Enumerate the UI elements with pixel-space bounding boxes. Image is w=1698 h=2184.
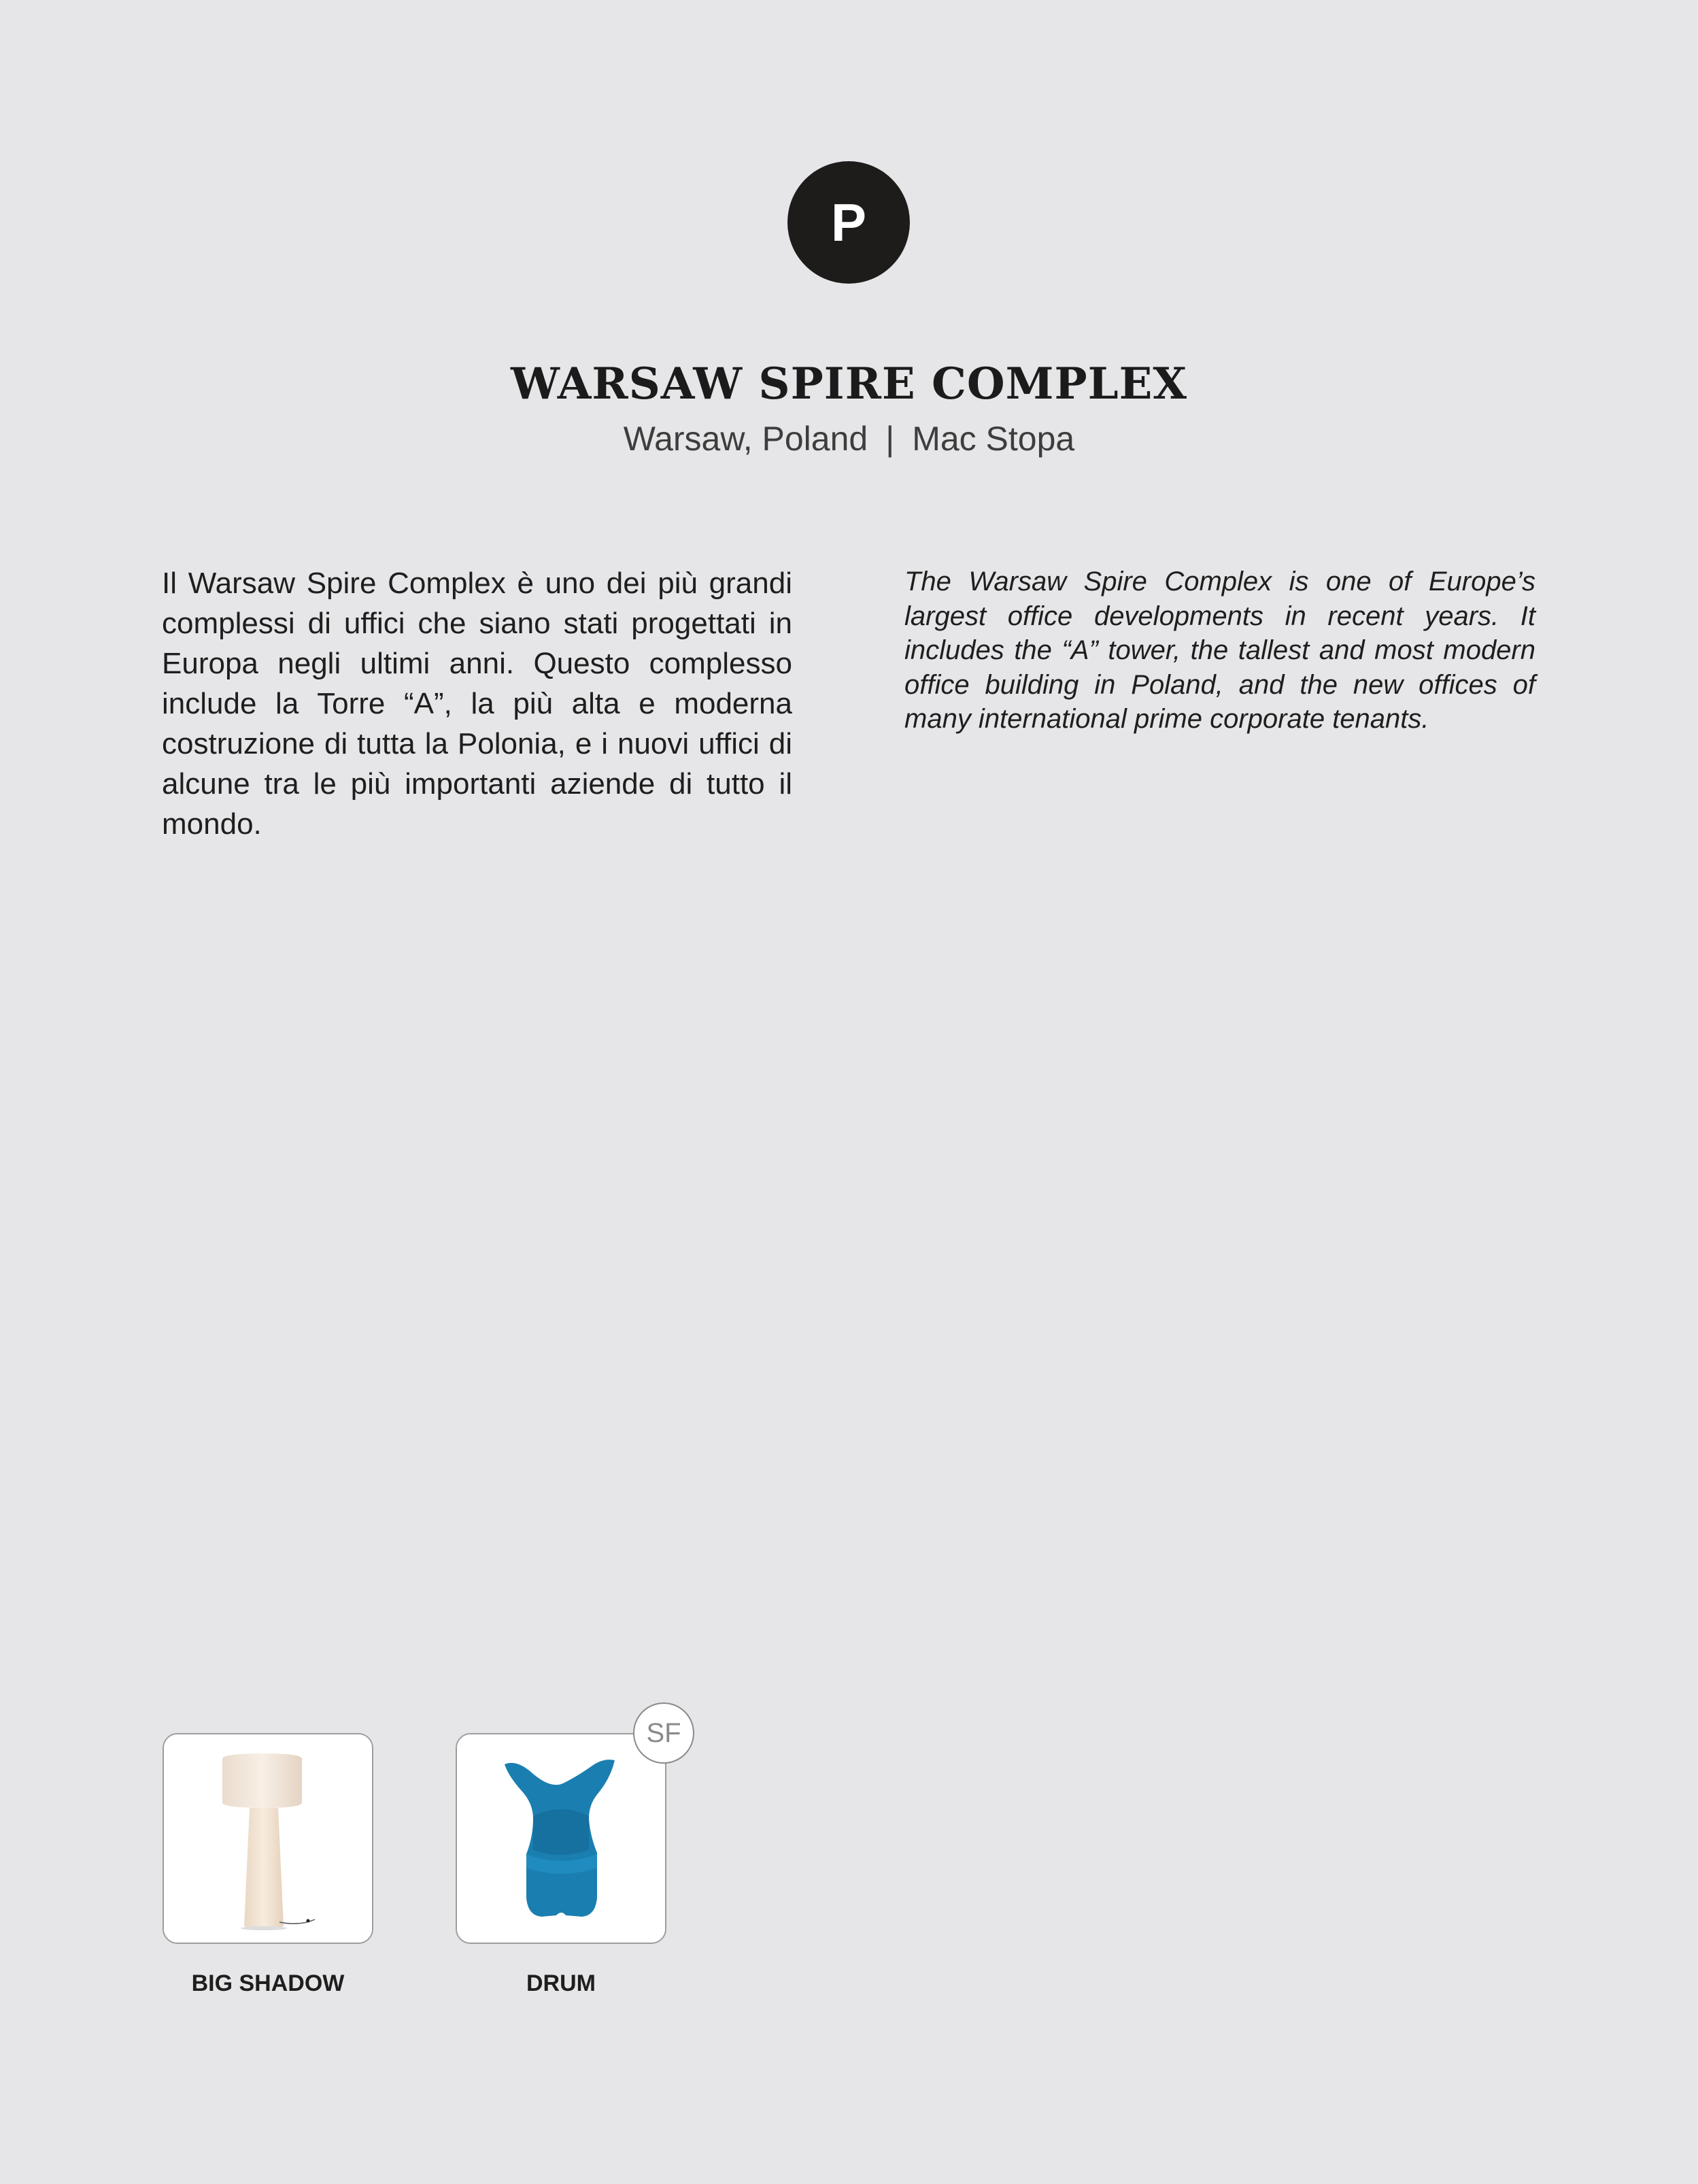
photographer-text: Mac Stopa [912, 420, 1075, 458]
location-text: Warsaw, Poland [623, 420, 868, 458]
product-card-drum[interactable] [456, 1733, 666, 1944]
floor-lamp-icon [164, 1734, 372, 1943]
description-italian: Il Warsaw Spire Complex è uno dei più grandi complessi di uffici che siano stati progettati in Europa negli ultimi anni. Questo complesso include la Torre “A”, la più alta e moderna costruzione di tutta la Polonia, e i nuovi uffici di alcune tra le più importanti aziende di tutto il mondo. [162, 567, 792, 841]
brand-logo-letter: P [830, 192, 867, 252]
product-label-drum: DRUM [526, 1970, 596, 1996]
blue-armchair-icon [457, 1734, 665, 1943]
page-subtitle [0, 416, 1698, 461]
product-label-big-shadow: BIG SHADOW [191, 1970, 345, 1996]
sf-badge: SF [633, 1702, 694, 1764]
description-english: The Warsaw Spire Complex is one of Europe’s largest office developments in recent years. It includes the “A” tower, the tallest and most modern office building in Poland, and the new offices of many international prime corporate tenants. [904, 567, 1535, 734]
subtitle-separator: | [885, 420, 895, 458]
page-title: WARSAW SPIRE COMPLEX [510, 358, 1188, 409]
product-card-big-shadow[interactable] [163, 1733, 373, 1944]
brand-logo [787, 161, 910, 284]
